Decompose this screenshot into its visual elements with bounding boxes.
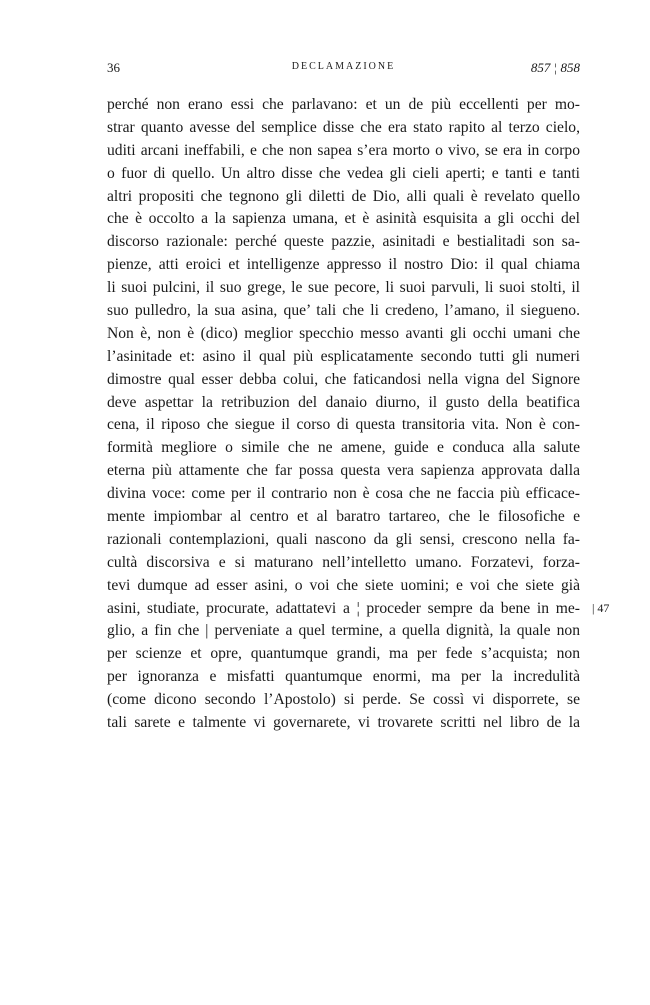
- text-line: per scienze et opre, quantumque grandi, ma per fede s’acquista; non: [107, 645, 580, 663]
- margin-page-marker: | 47: [592, 601, 610, 615]
- body-text: [107, 94, 580, 735]
- text-line: mente impiombar al centro et al baratro tartareo, che le filosofiche e: [107, 508, 580, 526]
- text-line: suo pulledro, la sua asina, que’ tali che li credeno, l’amano, il siegueno.: [107, 302, 580, 320]
- text-line: cena, il riposo che siegue il corso di questa transitoria vita. Non è con-: [107, 416, 580, 434]
- text-line: li suoi pulcini, il suo grege, le sue pecore, li suoi parvuli, li suoi stolti, il: [107, 279, 580, 297]
- page-header: [107, 60, 580, 78]
- text-line: cultà discorsiva e si maturano nell’intelletto umano. Forzatevi, forza-: [107, 553, 580, 571]
- text-line: discorso razionale: perché queste pazzie, asinitadi e bestialitadi son sa-: [107, 233, 580, 251]
- text-line: o fuor di quello. Un altro disse che vedea gli cieli aperti; e tanti e tanti: [107, 164, 580, 182]
- text-line: divina voce: come per il contrario non è cosa che ne faccia più efficace-: [107, 485, 580, 503]
- text-line: eterna più attamente che far possa questa vera sapienza approvata dalla: [107, 462, 580, 480]
- text-line: per ignoranza e misfatti quantumque enormi, ma per la incredulità: [107, 668, 580, 686]
- text-line: perché non erano essi che parlavano: et un de più eccellenti per mo-: [107, 96, 580, 113]
- text-line: dimostre qual esser debba colui, che faticandosi nella vigna del Signore: [107, 370, 580, 388]
- text-line: (come dicono secondo l’Apostolo) si perde. Se cossì vi disporrete, se: [107, 691, 580, 709]
- text-line: tevi dumque ad esser asini, o voi che siete uomini; e voi che siete già: [107, 576, 580, 594]
- text-line: razionali contemplazioni, quali nascono da gli sensi, crescono nella fa-: [107, 530, 580, 548]
- edition-page-reference: 857 ¦ 858: [530, 60, 580, 75]
- text-line: uditi arcani ineffabili, e che non sapea s’era morto o vivo, se era in corpo: [107, 141, 580, 159]
- text-line: asini, studiate, procurate, adattatevi a ¦ proceder sempre da bene in me-: [107, 599, 580, 617]
- text-line: che è occolto a la sapienza umana, et è asinità esquisita a gli occhi del: [107, 210, 580, 228]
- text-line: deve aspettar la retribuzion del danaio diurno, il gusto della beatifica: [107, 393, 580, 411]
- page-number: 36: [107, 60, 120, 75]
- text-line: pienze, atti eroici et intelligenze appresso il nostro Dio: il qual chiama: [107, 256, 580, 274]
- text-line: formità megliore o simile che ne amene, guide e conduca alla salute: [107, 439, 580, 457]
- running-title: DECLAMAZIONE: [291, 61, 396, 72]
- text-line: Non è, non è (dico) meglior specchio messo avanti gli occhi umani che: [107, 324, 580, 342]
- text-line: strar quanto avesse del semplice disse che era stato rapito al terzo cielo,: [107, 118, 580, 136]
- text-line: l’asinitade et: asino il qual più esplicatamente secondo tutti gli numeri: [107, 347, 580, 365]
- text-line: tali sarete e talmente vi governarete, vi trovarete scritti nel libro de la: [107, 714, 580, 732]
- text-line: glio, a fin che | perveniate a quel termine, a quella dignità, la quale non: [107, 622, 580, 640]
- text-line: altri propositi che tegnono gli diletti de Dio, alli quali è revelato quello: [107, 187, 580, 205]
